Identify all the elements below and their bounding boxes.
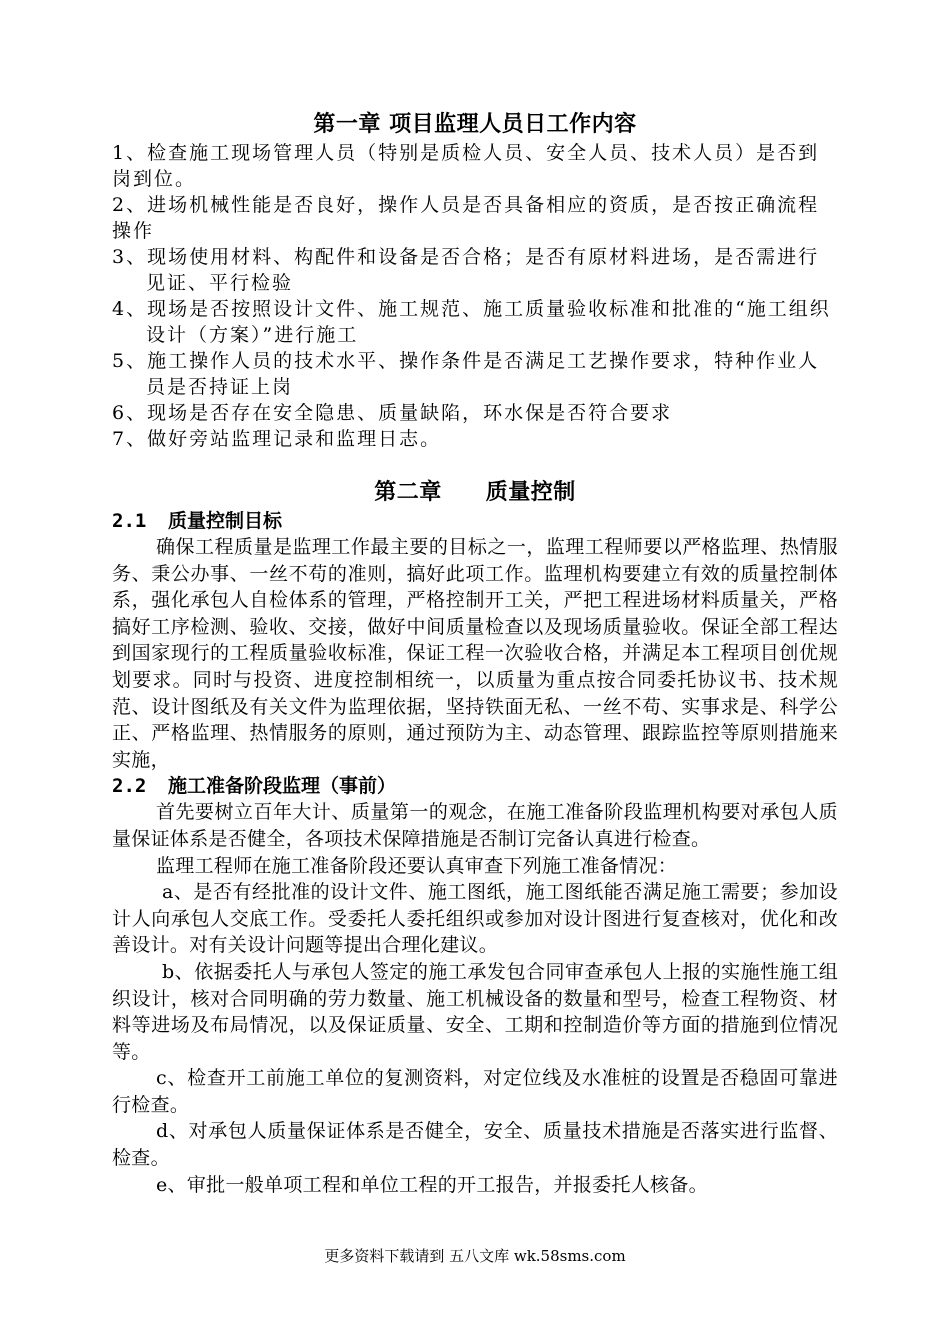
section-2-2-paragraph-1: 首先要树立百年大计、质量第一的观念，在施工准备阶段监理机构要对承包人质量保证体系是否健全，各项技术保障措施是否制订完备认真进行检查。 — [112, 801, 838, 850]
section-2-1-heading — [112, 508, 838, 534]
chapter2-title-number: 第二章 — [374, 479, 442, 505]
chapter2-title — [112, 476, 838, 508]
section-2-2-number: 2.2 — [112, 775, 147, 798]
section-2-2-title: 施工准备阶段监理（事前） — [168, 775, 397, 798]
section-2-1-title: 质量控制目标 — [168, 510, 283, 532]
item-c-paragraph: c、检查开工前施工单位的复测资料，对定位线及水准桩的设置是否稳固可靠进行检查。 — [112, 1067, 838, 1116]
footer-text: 更多资料下载请到 五八文库 wk.58sms.com — [324, 1247, 626, 1265]
list-item-6: 6、现场是否存在安全隐患、质量缺陷，环水保是否符合要求 — [112, 402, 673, 424]
list-item-3: 3、现场使用材料、构配件和设备是否合格；是否有原材料进场，是否需进行见证、平行检验 — [112, 246, 820, 294]
section-2-1-number: 2.1 — [112, 510, 147, 532]
chapter2-title-text: 质量控制 — [485, 479, 576, 505]
list-item-5: 5、施工操作人员的技术水平、操作条件是否满足工艺操作要求，特种作业人员是否持证上岗 — [112, 350, 820, 398]
item-d-paragraph: d、对承包人质量保证体系是否健全，安全、质量技术措施是否落实进行监督、检查。 — [112, 1120, 838, 1170]
chapter1-title: 第一章 项目监理人员日工作内容 — [313, 111, 637, 137]
list-item-2: 2、进场机械性能是否良好，操作人员是否具备相应的资质，是否按正确流程操作 — [112, 194, 820, 242]
chapter1-list — [112, 140, 838, 452]
list-item-4: 4、现场是否按照设计文件、施工规范、施工质量验收标准和批准的“施工组织设计（方案）”进行施工 — [112, 298, 831, 346]
item-b-paragraph: b、依据委托人与承包人签定的施工承发包合同审查承包人上报的实施性施工组织设计，核对合同明确的劳力数量、施工机械设备的数量和型号，检查工程物资、材料等进场及布局情况，以及保证质量、安全、工期和控制造价等方面的措施到位情况等。 — [112, 960, 838, 1063]
section-2-1-paragraph: 确保工程质量是监理工作最主要的目标之一，监理工程师要以严格监理、热情服务、秉公办事、一丝不苟的准则，搞好此项工作。监理机构要建立有效的质量控制体系，强化承包人自检体系的管理，严格控制开工关，严把工程进场材料质量关，严格搞好工序检测、验收、交接，做好中间质量检查以及现场质量验收。保证全部工程达到国家现行的工程质量验收标准，保证工程一次验收合格，并满足本工程项目创优规划要求。同时与投资、进度控制相统一，以质量为重点按合同委托协议书、技术规范、设计图纸及有关文件为监理依据，坚持铁面无私、一丝不苟、实事求是、科学公正、严格监理、热情服务的原则，通过预防为主、动态管理、跟踪监控等原则措施来实施， — [112, 536, 838, 771]
item-a-paragraph: a、是否有经批准的设计文件、施工图纸，施工图纸能否满足施工需要；参加设计人向承包人交底工作。受委托人委托组织或参加对设计图进行复查核对，优化和改善设计。对有关设计问题等提出合理化建议。 — [112, 881, 838, 957]
list-item-7: 7、做好旁站监理记录和监理日志。 — [112, 428, 442, 450]
section-2-2-paragraph-2: 监理工程师在施工准备阶段还要认真审查下列施工准备情况： — [156, 854, 678, 877]
item-e-paragraph: e、审批一般单项工程和单位工程的开工报告，并报委托人核备。 — [156, 1173, 708, 1196]
section-2-2-heading — [112, 773, 838, 799]
list-item-1: 1、检查施工现场管理人员（特别是质检人员、安全人员、技术人员）是否到岗到位。 — [112, 142, 820, 190]
